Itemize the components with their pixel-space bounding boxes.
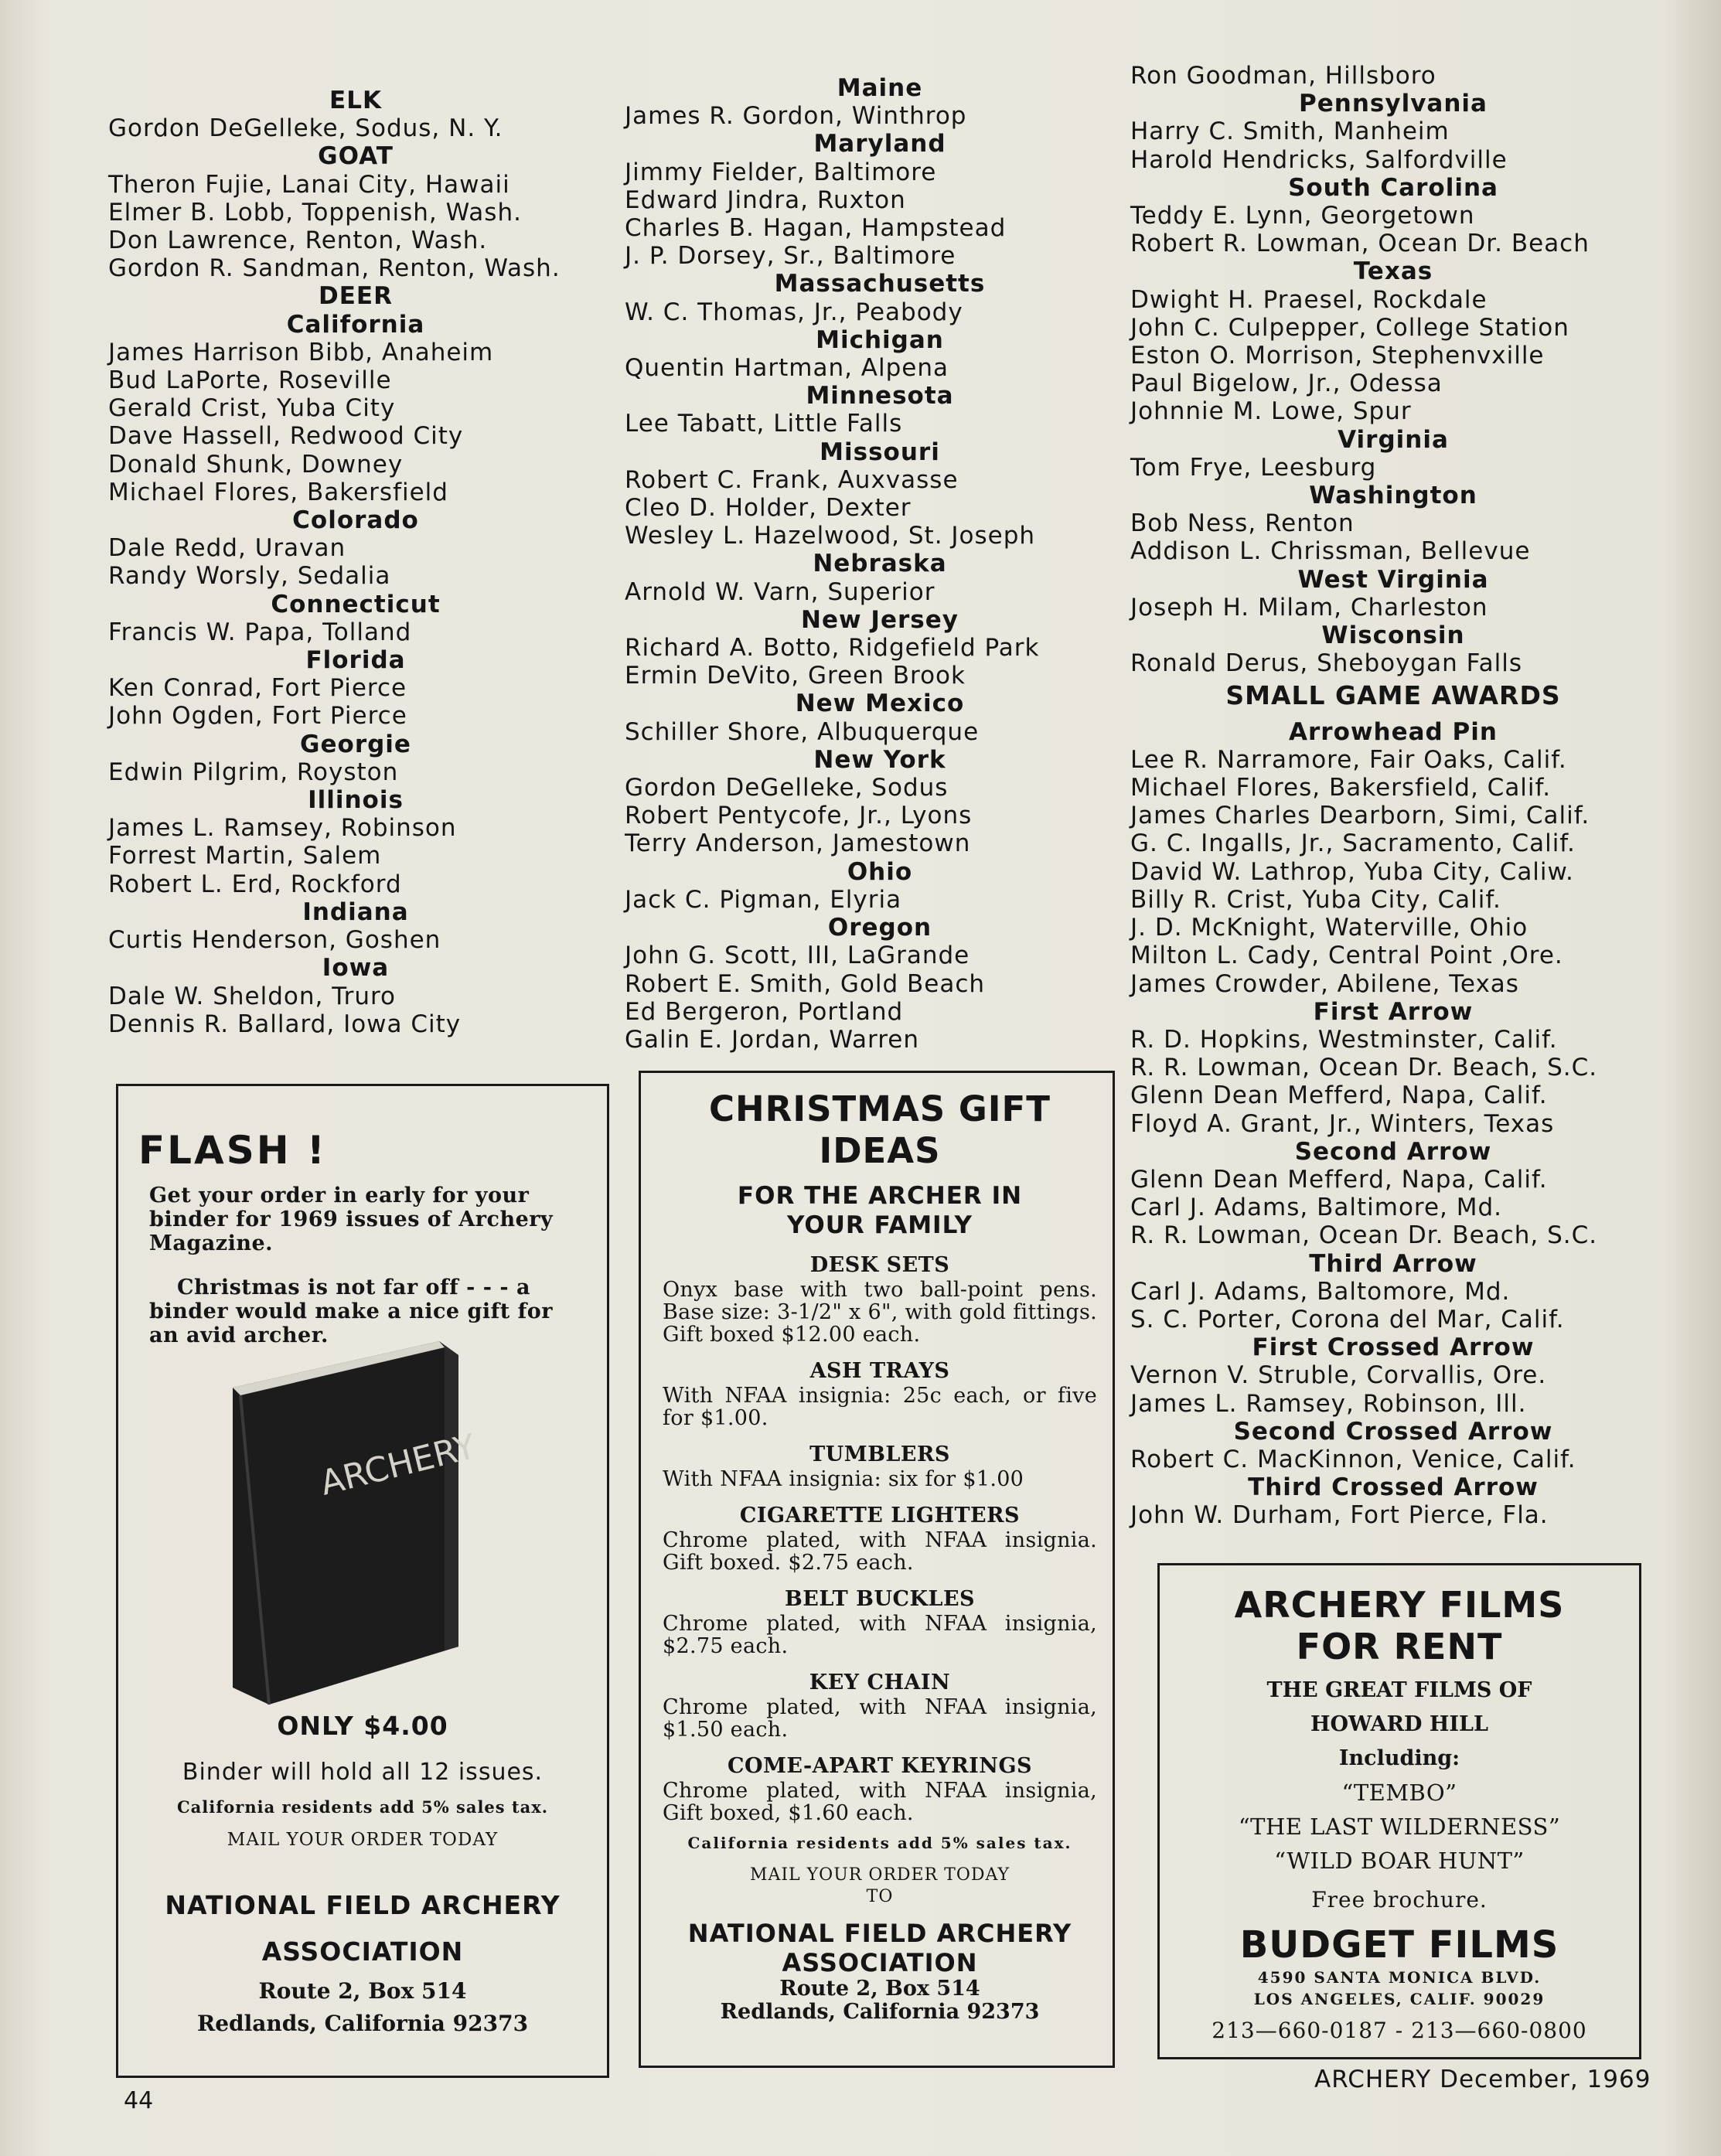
awards-column-3 [1130, 62, 1656, 1530]
category-heading: Washington [1309, 482, 1477, 510]
award-entry: Dale W. Sheldon, Truro [108, 982, 397, 1010]
category-heading: Iowa [322, 954, 390, 983]
binder-label: ARCHERY [316, 1426, 480, 1504]
category-heading: Maryland [813, 130, 946, 158]
films-including-label: Including: [1338, 1746, 1460, 1770]
category-heading: California [286, 310, 425, 339]
award-entry: Arnold W. Varn, Superior [625, 577, 935, 606]
award-entry: Robert R. Lowman, Ocean Dr. Beach [1130, 230, 1590, 258]
category-heading: Michigan [816, 325, 944, 354]
xmas-address-line-1: Route 2, Box 514 [779, 1977, 980, 2001]
category-heading: Maine [837, 74, 923, 102]
award-entry: Robert C. MacKinnon, Venice, Calif. [1130, 1445, 1576, 1473]
award-entry: S. C. Porter, Corona del Mar, Calif. [1130, 1305, 1565, 1333]
award-entry: John W. Durham, Fort Pierce, Fla. [1130, 1501, 1549, 1530]
award-entry: J. D. McKnight, Waterville, Ohio [1130, 914, 1528, 942]
category-heading: Second Crossed Arrow [1233, 1417, 1553, 1446]
category-heading: New Mexico [795, 690, 965, 718]
category-heading: Arrowhead Pin [1289, 717, 1498, 746]
award-entry: Michael Flores, Bakersfield, Calif. [1130, 774, 1552, 802]
flash-capacity: Binder will hold all 12 issues. [182, 1759, 544, 1786]
films-title-line-2: FOR RENT [1296, 1626, 1503, 1667]
award-entry: James Crowder, Abilene, Texas [1130, 969, 1519, 998]
category-heading: Illinois [308, 786, 404, 815]
award-entry: Theron Fujie, Lanai City, Hawaii [108, 170, 510, 199]
award-entry: Bob Ness, Renton [1130, 509, 1355, 538]
category-heading: South Carolina [1288, 173, 1498, 202]
address-line-1: Route 2, Box 514 [258, 1978, 467, 2004]
org-line-2: ASSOCIATION [261, 1936, 464, 1967]
flash-mail-note: MAIL YOUR ORDER TODAY [227, 1830, 499, 1850]
award-entry: Francis W. Papa, Tolland [108, 618, 412, 646]
award-entry: James L. Ramsey, Robinson, Ill. [1130, 1389, 1527, 1418]
award-entry: James Harrison Bibb, Anaheim [108, 338, 494, 366]
category-heading: First Arrow [1313, 997, 1474, 1026]
xmas-mail-note [663, 1865, 1097, 1908]
budget-films-phone: 213—660-0187 - 213—660-0800 [1212, 2018, 1587, 2043]
films-address-line-2: LOS ANGELES, CALIF. 90029 [1253, 1990, 1545, 2008]
films-title-line-1: ARCHERY FILMS [1234, 1584, 1565, 1626]
award-entry: Tom Frye, Leesburg [1130, 453, 1377, 482]
award-entry: David W. Lathrop, Yuba City, Caliw. [1130, 857, 1574, 886]
category-heading: Indiana [302, 897, 409, 926]
award-entry: Curtis Henderson, Goshen [108, 926, 441, 955]
gift-item-description: With NFAA insignia: 25c each, or five for $1.00. [663, 1384, 1097, 1430]
category-heading: GOAT [318, 142, 394, 171]
award-entry: R. R. Lowman, Ocean Dr. Beach, S.C. [1130, 1054, 1598, 1082]
gift-item-description: Onyx base with two ball-point pens. Base size: 3-1/2" x 6", with gold fittings. Gift boxed $12.00 each. [663, 1278, 1097, 1347]
award-entry: W. C. Thomas, Jr., Peabody [625, 298, 963, 326]
category-heading: West Virginia [1297, 565, 1489, 594]
award-entry: Gordon DeGelleke, Sodus, N. Y. [108, 114, 503, 143]
award-entry: Glenn Dean Mefferd, Napa, Calif. [1130, 1165, 1548, 1194]
xmas-address-line-2: Redlands, California 92373 [720, 2000, 1040, 2024]
gift-item-heading: TUMBLERS [809, 1442, 950, 1466]
category-heading: Missouri [820, 438, 940, 466]
gift-item-description: Chrome plated, with NFAA insignia, $2.75 each. [663, 1612, 1097, 1658]
category-heading: New Jersey [801, 605, 959, 634]
flash-ad-box [116, 1084, 609, 2078]
award-entry: John G. Scott, III, LaGrande [625, 942, 970, 970]
category-heading: DEER [319, 282, 393, 311]
award-entry: James R. Gordon, Winthrop [625, 102, 967, 131]
category-heading: ELK [329, 87, 382, 114]
award-entry: G. C. Ingalls, Jr., Sacramento, Calif. [1130, 829, 1576, 858]
award-entry: Elmer B. Lobb, Toppenish, Wash. [108, 198, 522, 226]
category-heading: Third Crossed Arrow [1248, 1473, 1539, 1502]
award-entry: Lee R. Narramore, Fair Oaks, Calif. [1130, 745, 1567, 774]
award-entry: Dennis R. Ballard, Iowa City [108, 1010, 462, 1038]
page-footer: ARCHERY December, 1969 [1314, 2066, 1651, 2093]
award-entry: Ken Conrad, Fort Pierce [108, 674, 407, 703]
category-heading: Colorado [292, 506, 419, 535]
gift-item-heading: COME-APART KEYRINGS [728, 1754, 1032, 1778]
org-line-1: NATIONAL FIELD ARCHERY [165, 1890, 561, 1920]
category-heading: Second Arrow [1294, 1137, 1492, 1166]
gift-item-description: With NFAA insignia: six for $1.00 [663, 1467, 1024, 1491]
xmas-subtitle [663, 1181, 1097, 1240]
award-entry: Robert E. Smith, Gold Beach [625, 969, 986, 998]
award-entry: Gerald Crist, Yuba City [108, 394, 396, 423]
gift-item-heading: BELT BUCKLES [784, 1587, 976, 1611]
award-entry: Bud LaPorte, Roseville [108, 366, 392, 395]
award-entry: Jimmy Fielder, Baltimore [625, 158, 937, 186]
films-subtitle-line-1: THE GREAT FILMS OF [1266, 1678, 1532, 1702]
archery-films-ad-box [1157, 1563, 1641, 2059]
category-heading: Ohio [847, 857, 913, 886]
category-heading: First Crossed Arrow [1252, 1333, 1535, 1362]
xmas-subtitle-line-2: YOUR FAMILY [787, 1211, 973, 1239]
category-heading: Third Arrow [1309, 1249, 1477, 1278]
award-entry: Richard A. Botto, Ridgefield Park [625, 634, 1040, 662]
award-entry: Floyd A. Grant, Jr., Winters, Texas [1130, 1109, 1555, 1138]
xmas-org-line-1: NATIONAL FIELD ARCHERY [687, 1919, 1072, 1948]
big-game-list-continued [1130, 62, 1656, 677]
xmas-tax-note: California residents add 5% sales tax. [687, 1834, 1072, 1852]
award-entry: Galin E. Jordan, Warren [625, 1025, 920, 1054]
award-entry: J. P. Dorsey, Sr., Baltimore [625, 242, 956, 271]
binder-image [227, 1341, 520, 1705]
budget-films-address [1167, 1967, 1631, 2010]
award-entry: Wesley L. Hazelwood, St. Joseph [625, 522, 1036, 550]
flash-price: ONLY $4.00 [277, 1711, 448, 1741]
category-heading: Minnesota [806, 382, 954, 410]
small-game-awards-title: SMALL GAME AWARDS [1225, 680, 1561, 711]
address-line-2: Redlands, California 92373 [196, 2011, 529, 2036]
award-entry: Michael Flores, Bakersfield [108, 478, 448, 506]
award-entry: Ron Goodman, Hillsboro [1130, 62, 1436, 90]
award-entry: Lee Tabatt, Little Falls [625, 410, 903, 438]
xmas-organization [663, 1919, 1097, 1977]
xmas-mail-line-2: TO [866, 1887, 894, 1906]
award-entry: Carl J. Adams, Baltomore, Md. [1130, 1277, 1511, 1306]
award-entry: Gordon R. Sandman, Renton, Wash. [108, 254, 561, 283]
flash-address [118, 1975, 607, 2040]
award-entry: Robert L. Erd, Rockford [108, 870, 402, 898]
films-subtitle [1167, 1674, 1631, 1776]
xmas-title-line-1: CHRISTMAS GIFT [709, 1088, 1051, 1129]
awards-column-1 [108, 87, 603, 1038]
award-entry: Joseph H. Milam, Charleston [1130, 593, 1488, 622]
award-entry: Harold Hendricks, Salfordville [1130, 145, 1508, 174]
award-entry: Carl J. Adams, Baltimore, Md. [1130, 1194, 1503, 1222]
gift-item-heading: CIGARETTE LIGHTERS [739, 1504, 1021, 1528]
award-entry: Don Lawrence, Renton, Wash. [108, 226, 488, 255]
film-title-tembo: “TEMBO” [1341, 1780, 1457, 1806]
xmas-mail-line-1: MAIL YOUR ORDER TODAY [749, 1865, 1010, 1885]
category-heading: New York [813, 745, 946, 774]
category-heading: Oregon [827, 914, 932, 942]
award-entry: Glenn Dean Mefferd, Napa, Calif. [1130, 1081, 1548, 1110]
xmas-subtitle-line-1: FOR THE ARCHER IN [737, 1182, 1023, 1210]
category-heading: Connecticut [271, 590, 441, 618]
award-entry: Robert Pentycofe, Jr., Lyons [625, 802, 973, 830]
budget-films-name: BUDGET FILMS [1239, 1923, 1559, 1967]
award-entry: Randy Worsly, Sedalia [108, 562, 391, 591]
gift-item-heading: DESK SETS [809, 1253, 950, 1277]
award-entry: Charles B. Hagan, Hampstead [625, 214, 1007, 243]
category-heading: Virginia [1338, 425, 1449, 454]
category-heading: Texas [1353, 257, 1433, 286]
small-game-list [1130, 718, 1656, 1530]
xmas-title-line-2: IDEAS [819, 1130, 941, 1171]
award-entry: Donald Shunk, Downey [108, 450, 404, 479]
award-entry: Dwight H. Praesel, Rockdale [1130, 285, 1488, 314]
award-entry: Edward Jindra, Ruxton [625, 186, 906, 214]
award-entry: John Ogden, Fort Pierce [108, 702, 407, 731]
christmas-gift-ad-box [639, 1071, 1115, 2068]
xmas-address [663, 1977, 1097, 2024]
page-number: 44 [124, 2087, 154, 2114]
award-entry: Paul Bigelow, Jr., Odessa [1130, 370, 1443, 398]
xmas-org-line-2: ASSOCIATION [782, 1948, 978, 1977]
award-entry: Ermin DeVito, Green Brook [625, 662, 966, 690]
category-heading: Florida [305, 646, 406, 675]
category-heading: Wisconsin [1321, 622, 1465, 650]
category-heading: Massachusetts [774, 270, 986, 298]
gift-item-list [663, 1252, 1097, 1824]
award-entry: John C. Culpepper, College Station [1130, 313, 1569, 342]
award-entry: Milton L. Cady, Central Point ,Ore. [1130, 942, 1563, 970]
gift-item-description: Chrome plated, with NFAA insignia, $1.50 each. [663, 1695, 1097, 1742]
award-entry: Dave Hassell, Redwood City [108, 422, 464, 451]
gift-item-heading: ASH TRAYS [809, 1359, 950, 1383]
xmas-title [663, 1088, 1097, 1172]
award-entry: Cleo D. Holder, Dexter [625, 494, 912, 523]
award-entry: Harry C. Smith, Manheim [1130, 118, 1450, 146]
award-entry: R. D. Hopkins, Westminster, Calif. [1130, 1025, 1558, 1054]
films-brochure-note: Free brochure. [1311, 1887, 1488, 1912]
award-entry: James Charles Dearborn, Simi, Calif. [1130, 802, 1590, 830]
film-title-wild-boar-hunt: “WILD BOAR HUNT” [1274, 1848, 1525, 1874]
award-entry: Teddy E. Lynn, Georgetown [1130, 202, 1475, 230]
category-heading: Pennsylvania [1299, 90, 1488, 118]
award-entry: James L. Ramsey, Robinson [108, 814, 457, 843]
category-heading: Georgie [300, 730, 411, 758]
awards-column-2 [625, 74, 1135, 1054]
award-entry: Billy R. Crist, Yuba City, Calif. [1130, 885, 1501, 914]
flash-paragraph-2: Christmas is not far off - - - a binder would make a nice gift for an avid archer. [149, 1276, 553, 1347]
award-entry: Quentin Hartman, Alpena [625, 354, 949, 383]
award-entry: Edwin Pilgrim, Royston [108, 758, 399, 786]
award-entry: R. R. Lowman, Ocean Dr. Beach, S.C. [1130, 1221, 1598, 1250]
award-entry: Vernon V. Struble, Corvallis, Ore. [1130, 1361, 1547, 1390]
flash-title: FLASH ! [138, 1128, 327, 1173]
category-heading: Nebraska [813, 550, 947, 578]
films-title [1167, 1584, 1631, 1667]
award-entry: Forrest Martin, Salem [108, 842, 382, 870]
award-entry: Eston O. Morrison, Stephenvxille [1130, 342, 1545, 370]
gift-item-heading: KEY CHAIN [809, 1671, 951, 1694]
films-address-line-1: 4590 SANTA MONICA BLVD. [1257, 1968, 1542, 1987]
award-entry: Terry Anderson, Jamestown [625, 829, 971, 858]
film-title-last-wilderness: “THE LAST WILDERNESS” [1238, 1814, 1561, 1840]
flash-paragraph-1: Get your order in early for your binder for 1969 issues of Archery Magazine. [149, 1184, 554, 1255]
award-entry: Robert C. Frank, Auxvasse [625, 465, 959, 494]
award-entry: Gordon DeGelleke, Sodus [625, 774, 949, 802]
gift-item-description: Chrome plated, with NFAA insignia, Gift boxed, $1.60 each. [663, 1779, 1097, 1825]
award-entry: Johnnie M. Lowe, Spur [1130, 397, 1412, 426]
award-entry: Schiller Shore, Albuquerque [625, 717, 980, 746]
gift-item-description: Chrome plated, with NFAA insignia. Gift boxed. $2.75 each. [663, 1528, 1097, 1575]
award-entry: Addison L. Chrissman, Bellevue [1130, 537, 1531, 566]
films-subtitle-line-2: HOWARD HILL [1310, 1712, 1488, 1736]
award-entry: Jack C. Pigman, Elyria [625, 885, 902, 914]
flash-tax-note: California residents add 5% sales tax. [176, 1797, 549, 1817]
award-entry: Dale Redd, Uravan [108, 534, 346, 563]
award-entry: Ed Bergeron, Portland [625, 997, 904, 1026]
flash-organization [118, 1882, 607, 1975]
award-entry: Ronald Derus, Sheboygan Falls [1130, 649, 1523, 678]
